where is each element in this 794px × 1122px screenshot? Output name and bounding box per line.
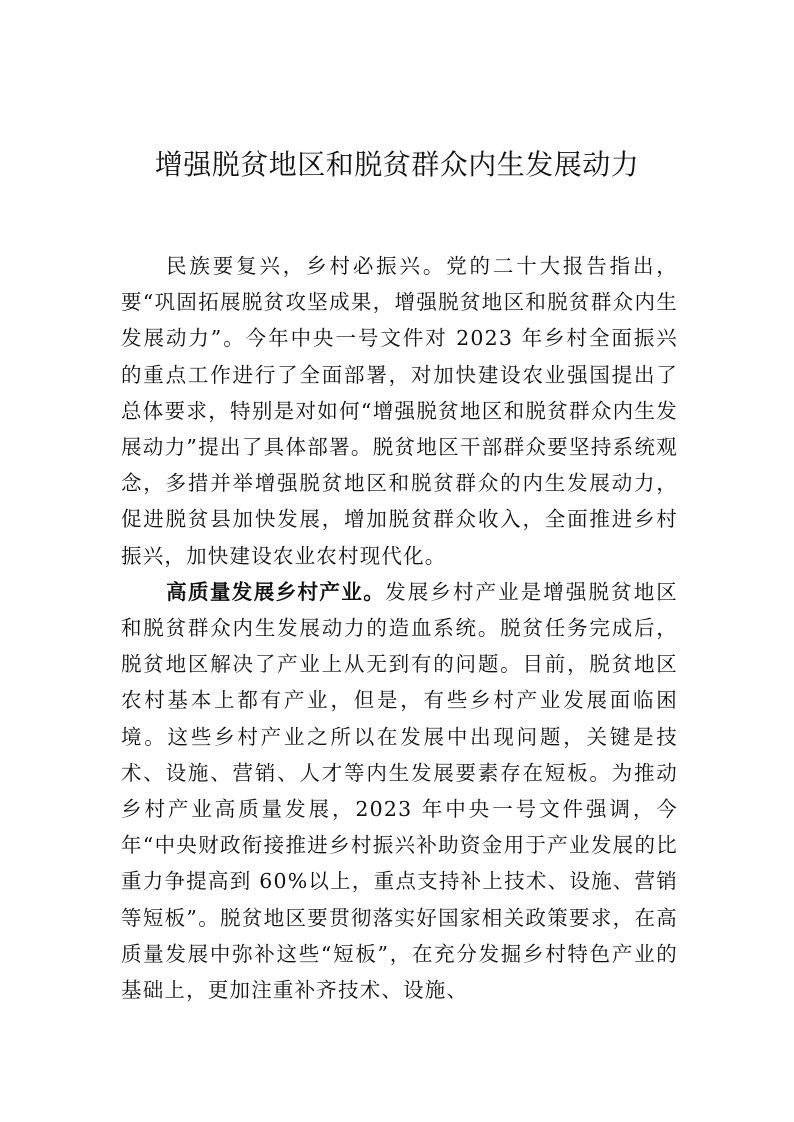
paragraph-industry bbox=[121, 574, 678, 1008]
paragraph-text: 发展乡村产业是增强脱贫地区和脱贫群众内生发展动力的造血系统。脱贫任务完成后，脱贫地区解决了产业上从无到有的问题。目前，脱贫地区农村基本上都有产业，但是，有些乡村产业发展面临困境。这些乡村产业之所以在发展中出现问题，关键是技术、设施、营销、人才等内生发展要素存在短板。为推动乡村产业高质量发展，2023 年中央一号文件强调，今年“中央财政衔接推进乡村振兴补助资金用于产业发展的比重力争提高到 60%以上，重点支持补上技术、设施、营销等短板”。脱贫地区要贯彻落实好国家相关政策要求，在高质量发展中弥补这些“短板”，在充分发掘乡村特色产业的基础上，更加注重补齐技术、设施、 bbox=[121, 579, 678, 1003]
document-title: 增强脱贫地区和脱贫群众内生发展动力 bbox=[154, 148, 640, 181]
paragraph-text: 民族要复兴，乡村必振兴。党的二十大报告指出，要“巩固拓展脱贫攻坚成果，增强脱贫地区和脱贫群众内生发展动力”。今年中央一号文件对 2023 年乡村全面振兴的重点工作进行了全面部署，对加快建设农业强国提出了总体要求，特别是对如何“增强脱贫地区和脱贫群众内生发展动力”提出了具体部署。脱贫地区干部群众要坚持系统观念，多措并举增强脱贫地区和脱贫群众的内生发展动力，促进脱贫县加快发展，增加脱贫群众收入，全面推进乡村振兴，加快建设农业农村现代化。 bbox=[121, 254, 678, 568]
paragraph-intro bbox=[121, 248, 678, 574]
paragraph-lead: 高质量发展乡村产业。 bbox=[166, 579, 386, 604]
document-body bbox=[121, 248, 678, 1008]
